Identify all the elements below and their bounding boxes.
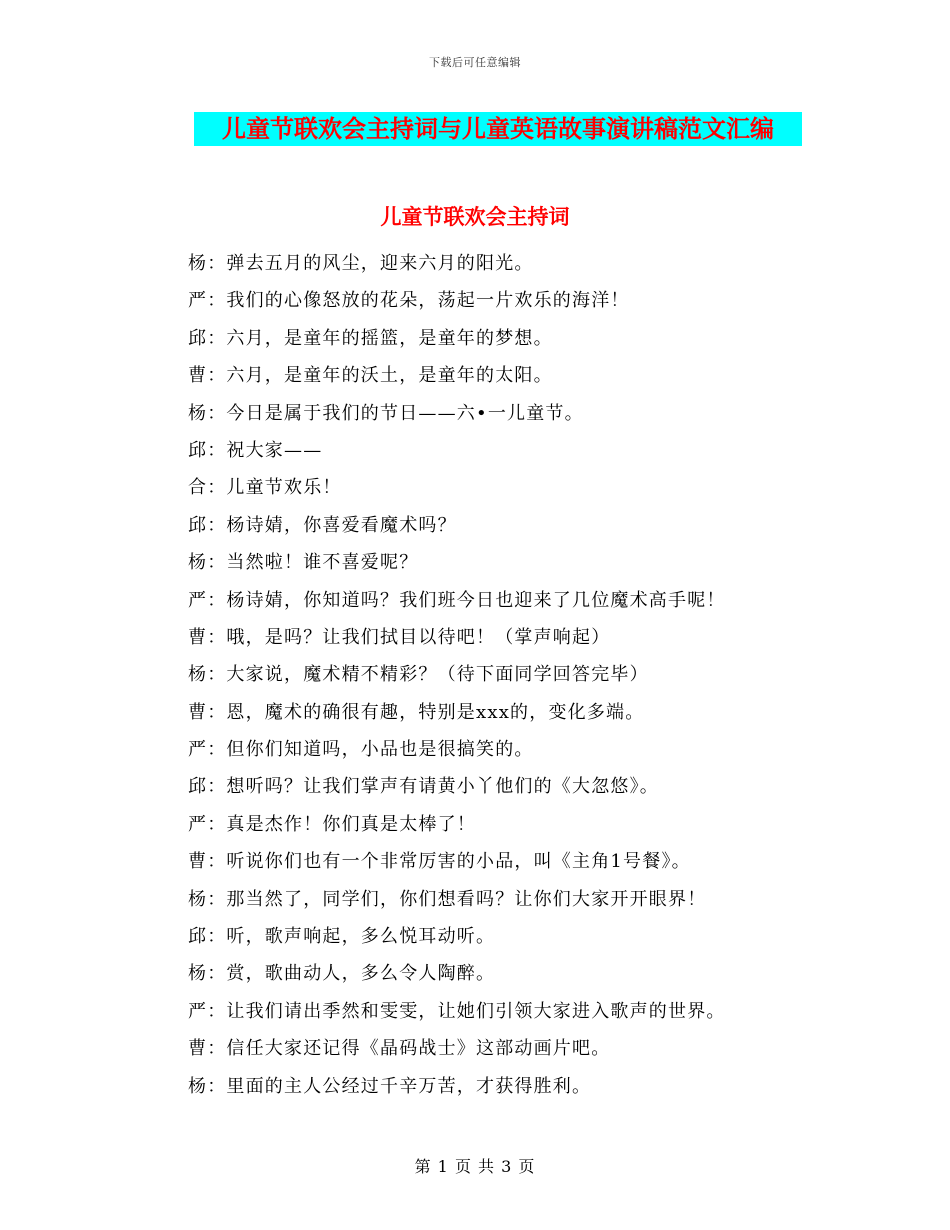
dialogue-line: 杨：当然啦！谁不喜爱呢？ bbox=[188, 552, 419, 574]
dialogue-line: 邱：六月，是童年的摇篮，是童年的梦想。 bbox=[188, 327, 553, 349]
dialogue-line: 杨：赏，歌曲动人，多么令人陶醉。 bbox=[188, 963, 496, 985]
document-title: 儿童节联欢会主持词与儿童英语故事演讲稿范文汇编 bbox=[194, 112, 802, 146]
page-number-footer: 第 1 页 共 3 页 bbox=[414, 1157, 536, 1176]
dialogue-line: 严：杨诗婧，你知道吗？我们班今日也迎来了几位魔术高手呢！ bbox=[188, 589, 726, 611]
dialogue-line: 曹：恩，魔术的确很有趣，特别是xxx的，变化多端。 bbox=[188, 701, 645, 723]
dialogue-line: 邱：杨诗婧，你喜爱看魔术吗？ bbox=[188, 514, 457, 536]
dialogue-list bbox=[188, 250, 828, 1110]
dialogue-line: 曹：信任大家还记得《晶码战士》这部动画片吧。 bbox=[188, 1038, 611, 1060]
dialogue-line: 严：我们的心像怒放的花朵，荡起一片欢乐的海洋！ bbox=[188, 290, 630, 312]
dialogue-line: 杨：那当然了，同学们，你们想看吗？让你们大家开开眼界！ bbox=[188, 888, 707, 910]
dialogue-line: 严：真是杰作！你们真是太棒了！ bbox=[188, 813, 476, 835]
dialogue-line: 合：儿童节欢乐！ bbox=[188, 477, 342, 499]
dialogue-line: 杨：今日是属于我们的节日——六•一儿童节。 bbox=[188, 402, 584, 424]
header-note: 下载后可任意编辑 bbox=[429, 56, 521, 69]
dialogue-line: 邱：祝大家—— bbox=[188, 439, 323, 461]
dialogue-line: 杨：大家说，魔术精不精彩？（待下面同学回答完毕） bbox=[188, 664, 649, 686]
dialogue-line: 严：让我们请出季然和雯雯，让她们引领大家进入歌声的世界。 bbox=[188, 1000, 726, 1022]
dialogue-line: 邱：想听吗？让我们掌声有请黄小丫他们的《大忽悠》。 bbox=[188, 776, 659, 798]
dialogue-line: 邱：听，歌声响起，多么悦耳动听。 bbox=[188, 926, 496, 948]
dialogue-line: 杨：里面的主人公经过千辛万苦，才获得胜利。 bbox=[188, 1075, 592, 1097]
dialogue-line: 曹：哦，是吗？让我们拭目以待吧！（掌声响起） bbox=[188, 626, 611, 648]
dialogue-line: 曹：听说你们也有一个非常厉害的小品，叫《主角1号餐》。 bbox=[188, 851, 691, 873]
dialogue-line: 曹：六月，是童年的沃土，是童年的太阳。 bbox=[188, 365, 553, 387]
dialogue-line: 严：但你们知道吗，小品也是很搞笑的。 bbox=[188, 739, 534, 761]
section-title: 儿童节联欢会主持词 bbox=[380, 204, 570, 229]
dialogue-line: 杨：弹去五月的风尘，迎来六月的阳光。 bbox=[188, 253, 534, 274]
